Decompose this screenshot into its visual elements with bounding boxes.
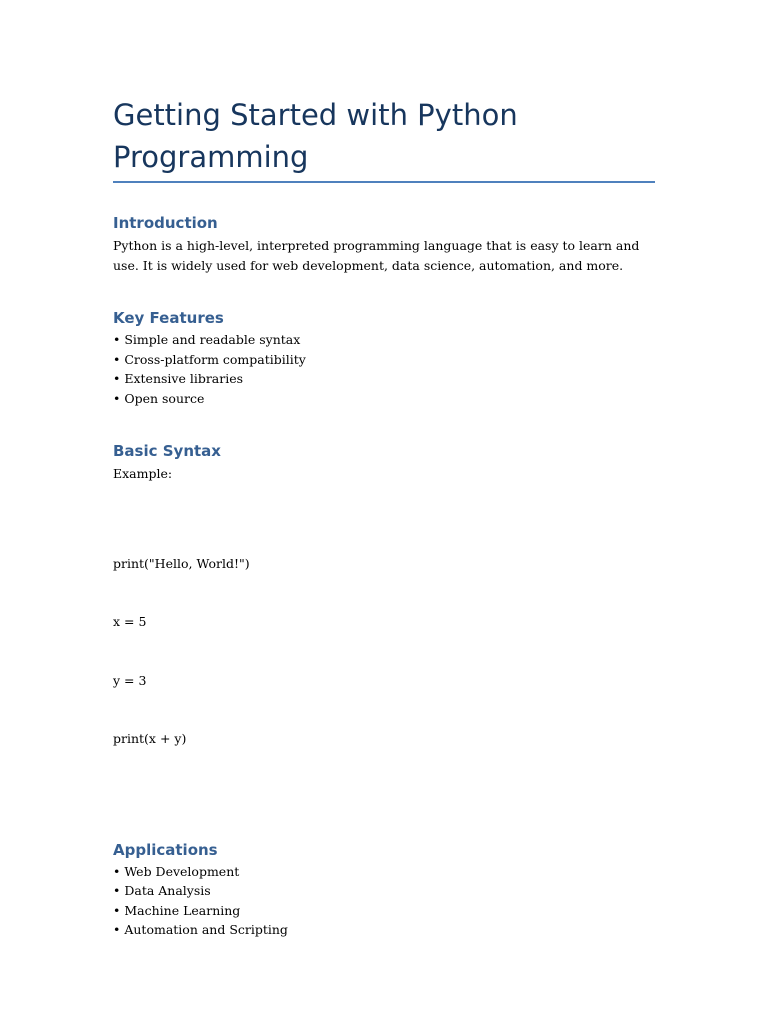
list-item: • Web Development xyxy=(113,863,240,879)
title-underline xyxy=(113,181,655,183)
list-item: • Data Analysis xyxy=(113,883,211,898)
key-features-list xyxy=(113,330,655,408)
list-item: • Simple and readable syntax xyxy=(113,332,301,347)
applications-heading: Applications xyxy=(113,840,218,859)
introduction-heading: Introduction xyxy=(113,214,218,232)
list-item: • Cross-platform compatibility xyxy=(113,351,306,367)
code-line: x = 5 xyxy=(113,614,147,629)
list-item: • Extensive libraries xyxy=(113,371,244,386)
code-block xyxy=(113,515,655,788)
list-item: • Automation and Scripting xyxy=(113,922,288,937)
code-line: print(x + y) xyxy=(113,731,187,746)
code-line: y = 3 xyxy=(113,672,147,688)
basic-syntax-heading: Basic Syntax xyxy=(113,442,221,460)
example-label: Example: xyxy=(113,466,173,481)
document-title: Getting Started with Python Programming xyxy=(113,98,518,174)
introduction-paragraph: Python is a high-level, interpreted programming language that is easy to learn and use. It is widely used for web development, data science, automation, and more. xyxy=(113,238,640,273)
list-item: • Machine Learning xyxy=(113,902,241,918)
key-features-heading: Key Features xyxy=(113,309,224,327)
list-item: • Open source xyxy=(113,390,205,406)
applications-list xyxy=(113,862,655,940)
code-line: print("Hello, World!") xyxy=(113,555,250,571)
document-page xyxy=(113,94,655,940)
